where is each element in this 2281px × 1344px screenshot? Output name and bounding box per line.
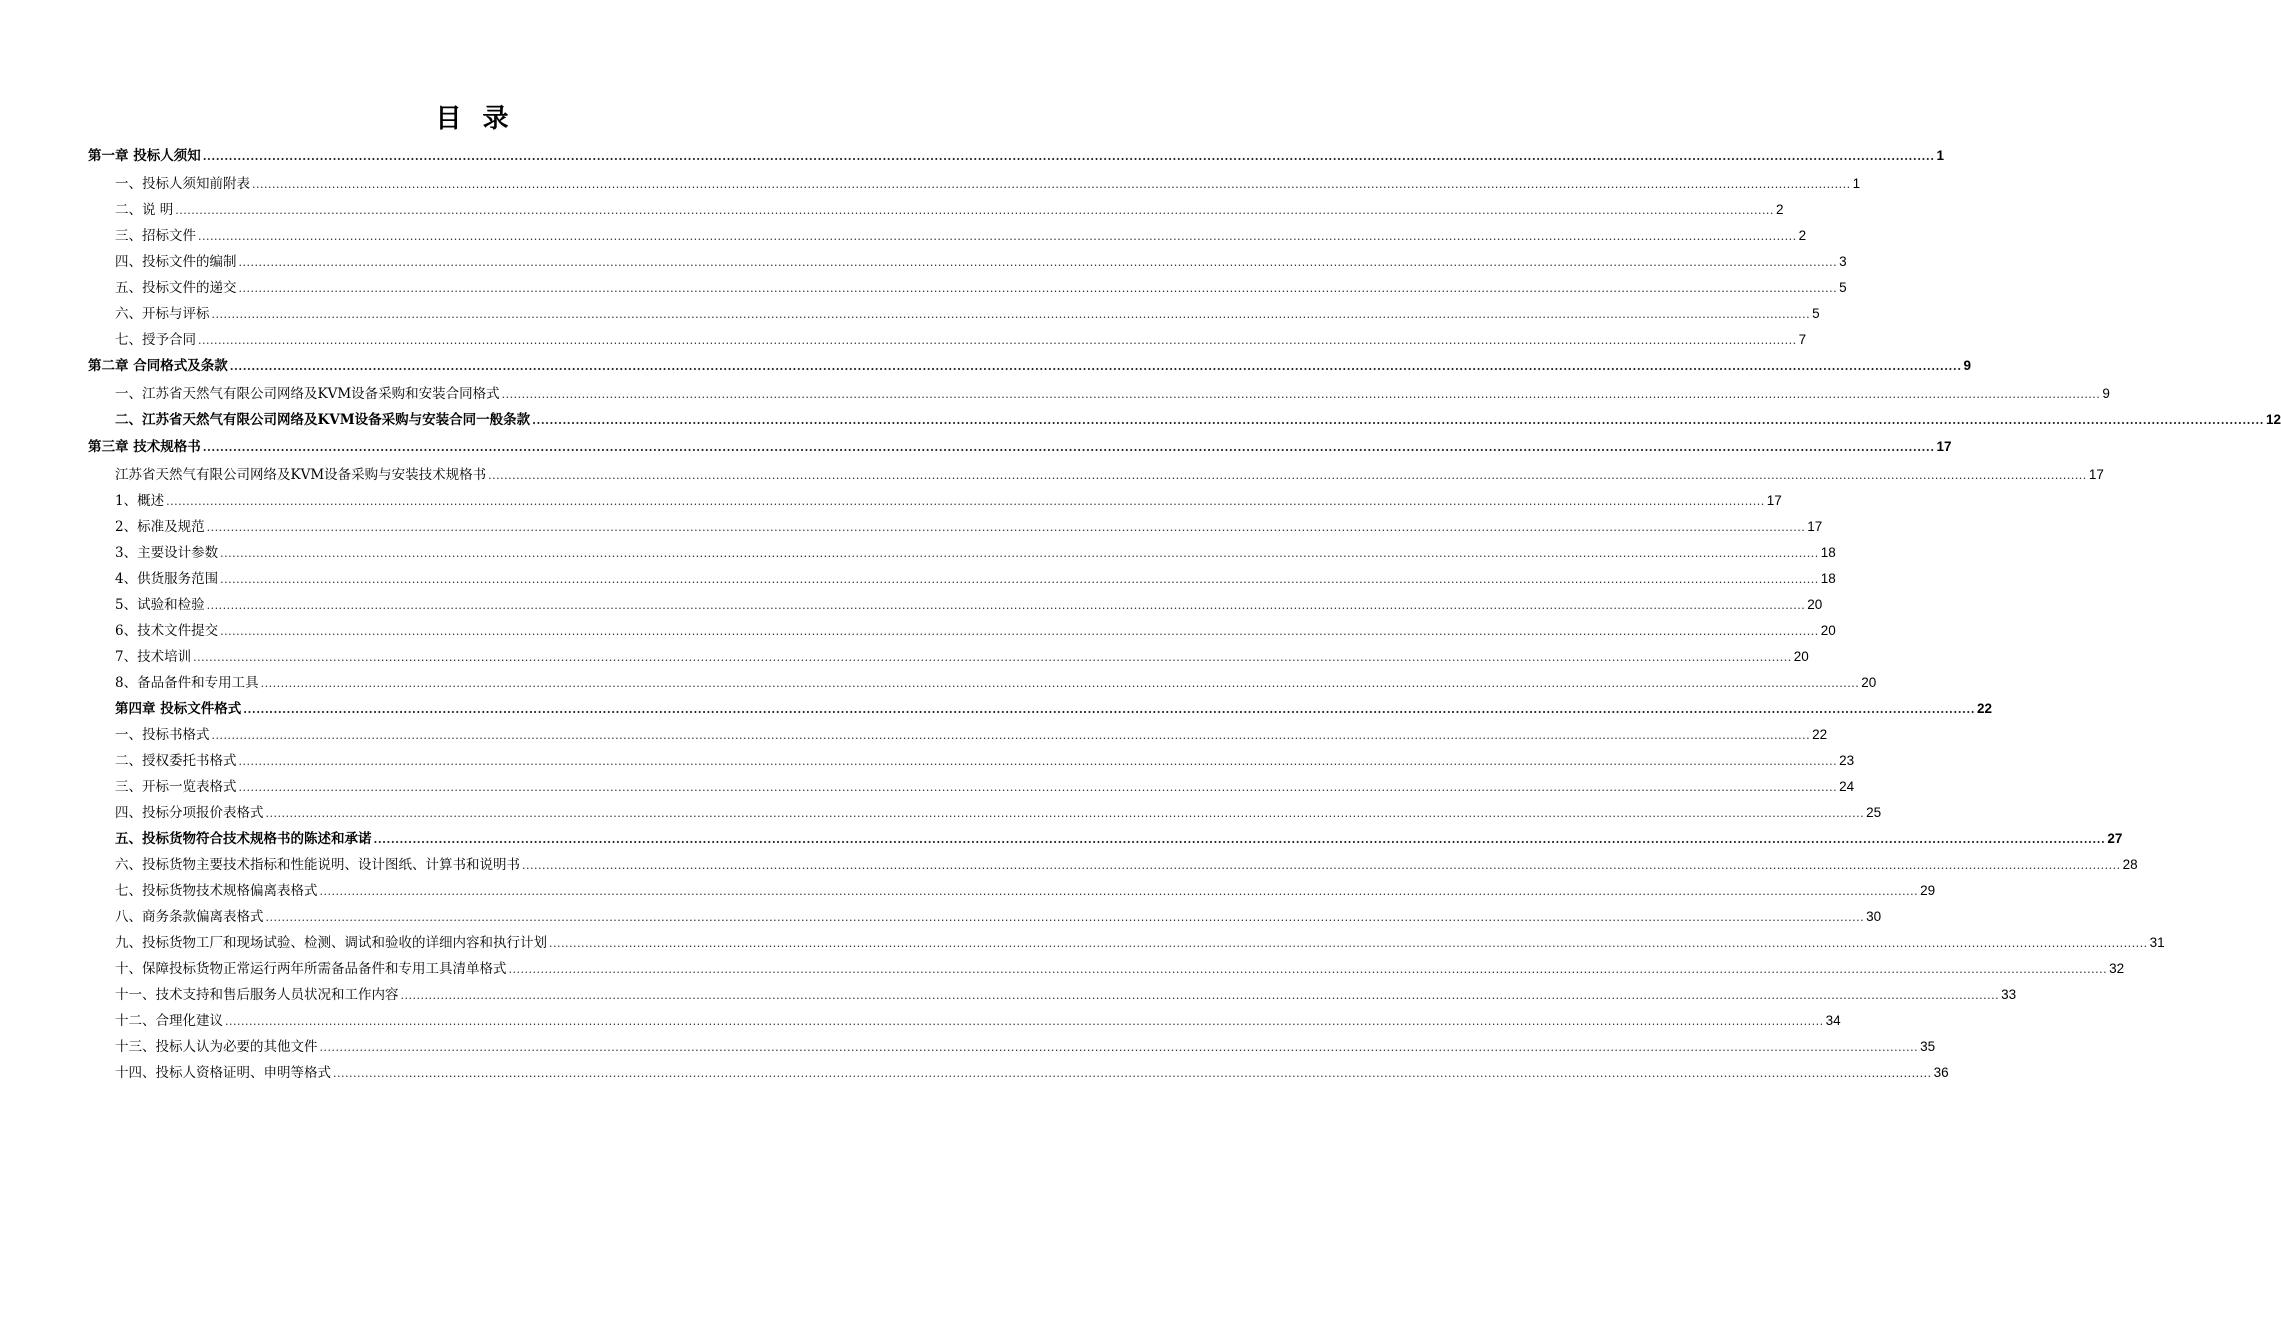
dot-leader: ................................................................................................................................................................................................................................................................................................................................................................................................................ <box>522 859 2121 872</box>
dot-leader: ................................................................................................................................................................................................................................................................................................................................................................................................................ <box>238 755 1838 768</box>
dot-leader: ................................................................................................................................................................................................................................................................................................................................................................................................................ <box>220 625 1819 638</box>
toc-entry-page-number: 2 <box>1798 228 1807 243</box>
toc-entry[interactable] <box>115 1008 1841 1030</box>
toc-entry[interactable] <box>115 566 1836 588</box>
toc-entry-title: 第一章 投标人须知 <box>88 148 201 164</box>
toc-entry-title: 一、投标书格式 <box>115 727 210 743</box>
toc-entry-title: 十一、技术支持和售后服务人员状况和工作内容 <box>115 987 399 1003</box>
toc-entry[interactable] <box>115 774 1855 796</box>
toc-entry-title: 十三、投标人认为必要的其他文件 <box>115 1039 318 1055</box>
toc-entry[interactable] <box>115 301 1820 323</box>
toc-entry-page-number: 36 <box>1933 1065 1949 1080</box>
toc-entry[interactable] <box>115 1060 1949 1082</box>
toc-entry-page-number: 30 <box>1866 909 1882 924</box>
toc-entry-title: 第二章 合同格式及条款 <box>88 358 228 374</box>
toc-entry-title: 五、投标文件的递交 <box>115 280 237 296</box>
toc-entry-page-number: 18 <box>1820 571 1836 586</box>
toc-entry[interactable] <box>115 1034 1936 1056</box>
toc-entry[interactable] <box>115 748 1855 770</box>
toc-entry[interactable] <box>115 462 2104 484</box>
toc-entry[interactable] <box>115 956 2125 978</box>
toc-entry[interactable] <box>115 540 1836 562</box>
dot-leader: ................................................................................................................................................................................................................................................................................................................................................................................................................ <box>319 885 1919 898</box>
toc-entry-title: 一、江苏省天然气有限公司网络及KVM设备采购和安装合同格式 <box>115 386 500 402</box>
toc-entry[interactable] <box>115 930 2165 952</box>
toc-entry-title: 4、供货服务范围 <box>115 571 219 587</box>
dot-leader: ................................................................................................................................................................................................................................................................................................................................................................................................................ <box>211 308 1811 321</box>
toc-entry-page-number: 5 <box>1812 306 1820 321</box>
dot-leader: ................................................................................................................................................................................................................................................................................................................................................................................................................ <box>198 230 1797 243</box>
toc-entry[interactable] <box>115 407 2281 429</box>
toc-entry[interactable] <box>115 670 1877 692</box>
toc-entry-page-number: 9 <box>2102 386 2110 401</box>
toc-entry-title: 七、投标货物技术规格偏离表格式 <box>115 883 318 899</box>
dot-leader: ................................................................................................................................................................................................................................................................................................................................................................................................................ <box>252 178 1851 191</box>
toc-entry[interactable] <box>88 353 1972 375</box>
toc-entry[interactable] <box>115 171 1861 193</box>
toc-entry-title: 二、江苏省天然气有限公司网络及KVM设备采购与安装合同一般条款 <box>115 412 531 428</box>
dot-leader: ................................................................................................................................................................................................................................................................................................................................................................................................................ <box>238 781 1838 794</box>
dot-leader: ................................................................................................................................................................................................................................................................................................................................................................................................................ <box>508 963 2108 976</box>
toc-entry-title: 十二、合理化建议 <box>115 1013 223 1029</box>
toc-entry-title: 四、投标文件的编制 <box>115 254 237 270</box>
toc-entry-title: 八、商务条款偏离表格式 <box>115 909 264 925</box>
dot-leader: ................................................................................................................................................................................................................................................................................................................................................................................................................ <box>243 703 1976 716</box>
toc-entry[interactable] <box>115 249 1847 271</box>
dot-leader: ................................................................................................................................................................................................................................................................................................................................................................................................................ <box>333 1067 1932 1080</box>
toc-entry-title: 二、授权委托书格式 <box>115 753 237 769</box>
dot-leader: ................................................................................................................................................................................................................................................................................................................................................................................................................ <box>400 989 2000 1002</box>
toc-entry[interactable] <box>88 143 1945 165</box>
toc-entry-page-number: 20 <box>1861 675 1877 690</box>
dot-leader: ................................................................................................................................................................................................................................................................................................................................................................................................................ <box>175 204 1774 217</box>
toc-entry-page-number: 17 <box>1807 519 1823 534</box>
dot-leader: ................................................................................................................................................................................................................................................................................................................................................................................................................ <box>488 469 2087 482</box>
toc-entry[interactable] <box>115 618 1836 640</box>
toc-entry[interactable] <box>115 488 1782 510</box>
toc-entry-title: 十四、投标人资格证明、申明等格式 <box>115 1065 331 1081</box>
toc-entry-page-number: 1 <box>1852 176 1861 191</box>
toc-entry-page-number: 32 <box>2109 961 2125 976</box>
toc-entry-page-number: 5 <box>1839 280 1847 295</box>
toc-entry-title: 一、投标人须知前附表 <box>115 176 250 192</box>
toc-entry-title: 三、开标一览表格式 <box>115 779 237 795</box>
toc-entry-page-number: 29 <box>1920 883 1936 898</box>
dot-leader: ................................................................................................................................................................................................................................................................................................................................................................................................................ <box>206 521 1806 534</box>
dot-leader: ................................................................................................................................................................................................................................................................................................................................................................................................................ <box>206 599 1806 612</box>
toc-entry-page-number: 22 <box>1977 701 1993 716</box>
toc-entry-title: 8、备品备件和专用工具 <box>115 675 259 691</box>
toc-entry[interactable] <box>115 826 2123 848</box>
dot-leader: ................................................................................................................................................................................................................................................................................................................................................................................................................ <box>166 495 1765 508</box>
toc-entry[interactable] <box>88 434 1952 456</box>
toc-entry[interactable] <box>115 275 1847 297</box>
dot-leader: ................................................................................................................................................................................................................................................................................................................................................................................................................ <box>373 833 2106 846</box>
toc-entry-title: 六、投标货物主要技术指标和性能说明、设计图纸、计算书和说明书 <box>115 857 520 873</box>
toc-entry-title: 3、主要设计参数 <box>115 545 219 561</box>
toc-entry-page-number: 34 <box>1825 1013 1841 1028</box>
toc-entry-title: 二、说 明 <box>115 202 174 218</box>
toc-entry-page-number: 33 <box>2001 987 2017 1002</box>
dot-leader: ................................................................................................................................................................................................................................................................................................................................................................................................................ <box>549 937 2148 950</box>
toc-entry-title: 第四章 投标文件格式 <box>115 701 242 717</box>
dot-leader: ................................................................................................................................................................................................................................................................................................................................................................................................................ <box>220 573 1819 586</box>
toc-entry[interactable] <box>115 514 1823 536</box>
toc-entry-page-number: 31 <box>2149 935 2165 950</box>
toc-entry-page-number: 9 <box>1963 358 1972 373</box>
toc-entry-title: 五、投标货物符合技术规格书的陈述和承诺 <box>115 831 372 847</box>
toc-entry-page-number: 28 <box>2122 857 2138 872</box>
page-title: 目 录 <box>435 104 515 134</box>
toc-entry[interactable] <box>115 223 1807 245</box>
toc-entry-page-number: 22 <box>1812 727 1828 742</box>
toc-entry[interactable] <box>115 722 1828 744</box>
toc-entry[interactable] <box>115 852 2138 874</box>
dot-leader: ................................................................................................................................................................................................................................................................................................................................................................................................................ <box>501 388 2101 401</box>
dot-leader: ................................................................................................................................................................................................................................................................................................................................................................................................................ <box>238 282 1838 295</box>
toc-entry-title: 江苏省天然气有限公司网络及KVM设备采购与安装技术规格书 <box>115 467 487 483</box>
toc-entry-page-number: 20 <box>1807 597 1823 612</box>
toc-entry-title: 六、开标与评标 <box>115 306 210 322</box>
dot-leader: ................................................................................................................................................................................................................................................................................................................................................................................................................ <box>260 677 1860 690</box>
toc-entry-title: 1、概述 <box>115 493 165 509</box>
toc-entry-page-number: 35 <box>1920 1039 1936 1054</box>
toc-entry-page-number: 25 <box>1866 805 1882 820</box>
toc-entry[interactable] <box>115 592 1823 614</box>
toc-entry-title: 5、试验和检验 <box>115 597 205 613</box>
toc-entry-page-number: 24 <box>1839 779 1855 794</box>
toc-entry[interactable] <box>115 878 1936 900</box>
dot-leader: ................................................................................................................................................................................................................................................................................................................................................................................................................ <box>202 441 1935 454</box>
toc-entry-page-number: 1 <box>1936 148 1945 163</box>
dot-leader: ................................................................................................................................................................................................................................................................................................................................................................................................................ <box>265 911 1865 924</box>
toc-entry-title: 三、招标文件 <box>115 228 196 244</box>
dot-leader: ................................................................................................................................................................................................................................................................................................................................................................................................................ <box>211 729 1811 742</box>
toc-entry[interactable] <box>115 381 2110 403</box>
toc-entry[interactable] <box>115 982 2017 1004</box>
toc-entry-page-number: 27 <box>2107 831 2123 846</box>
toc-entry[interactable] <box>115 696 1993 718</box>
toc-entry-title: 九、投标货物工厂和现场试验、检测、调试和验收的详细内容和执行计划 <box>115 935 547 951</box>
toc-entry[interactable] <box>115 904 1882 926</box>
toc-entry-title: 第三章 技术规格书 <box>88 439 201 455</box>
dot-leader: ................................................................................................................................................................................................................................................................................................................................................................................................................ <box>532 414 2264 427</box>
dot-leader: ................................................................................................................................................................................................................................................................................................................................................................................................................ <box>225 1015 1824 1028</box>
dot-leader: ................................................................................................................................................................................................................................................................................................................................................................................................................ <box>238 256 1838 269</box>
toc-entry-page-number: 20 <box>1820 623 1836 638</box>
toc-entry-title: 四、投标分项报价表格式 <box>115 805 264 821</box>
toc-entry-title: 十、保障投标货物正常运行两年所需备品备件和专用工具清单格式 <box>115 961 507 977</box>
toc-entry-page-number: 17 <box>2088 467 2104 482</box>
toc-entry-page-number: 12 <box>2266 412 2281 427</box>
toc-entry-page-number: 2 <box>1775 202 1784 217</box>
toc-entry-page-number: 20 <box>1793 649 1809 664</box>
toc-entry-title: 七、授予合同 <box>115 332 196 348</box>
dot-leader: ................................................................................................................................................................................................................................................................................................................................................................................................................ <box>265 807 1865 820</box>
dot-leader: ................................................................................................................................................................................................................................................................................................................................................................................................................ <box>198 334 1797 347</box>
toc-entry-page-number: 17 <box>1936 439 1952 454</box>
toc-entry[interactable] <box>115 197 1784 219</box>
toc-entry-page-number: 18 <box>1820 545 1836 560</box>
dot-leader: ................................................................................................................................................................................................................................................................................................................................................................................................................ <box>229 360 1962 373</box>
toc-entry-title: 7、技术培训 <box>115 649 192 665</box>
toc-entry[interactable] <box>115 327 1807 349</box>
toc-entry-title: 6、技术文件提交 <box>115 623 219 639</box>
toc-entry-page-number: 23 <box>1839 753 1855 768</box>
toc-entry[interactable] <box>115 800 1882 822</box>
toc-entry-page-number: 17 <box>1766 493 1782 508</box>
dot-leader: ................................................................................................................................................................................................................................................................................................................................................................................................................ <box>220 547 1819 560</box>
toc-entry-page-number: 3 <box>1839 254 1847 269</box>
dot-leader: ................................................................................................................................................................................................................................................................................................................................................................................................................ <box>202 150 1935 163</box>
toc-entry-page-number: 7 <box>1798 332 1807 347</box>
toc-entry-title: 2、标准及规范 <box>115 519 205 535</box>
dot-leader: ................................................................................................................................................................................................................................................................................................................................................................................................................ <box>319 1041 1919 1054</box>
toc-entry[interactable] <box>115 644 1809 666</box>
dot-leader: ................................................................................................................................................................................................................................................................................................................................................................................................................ <box>193 651 1792 664</box>
